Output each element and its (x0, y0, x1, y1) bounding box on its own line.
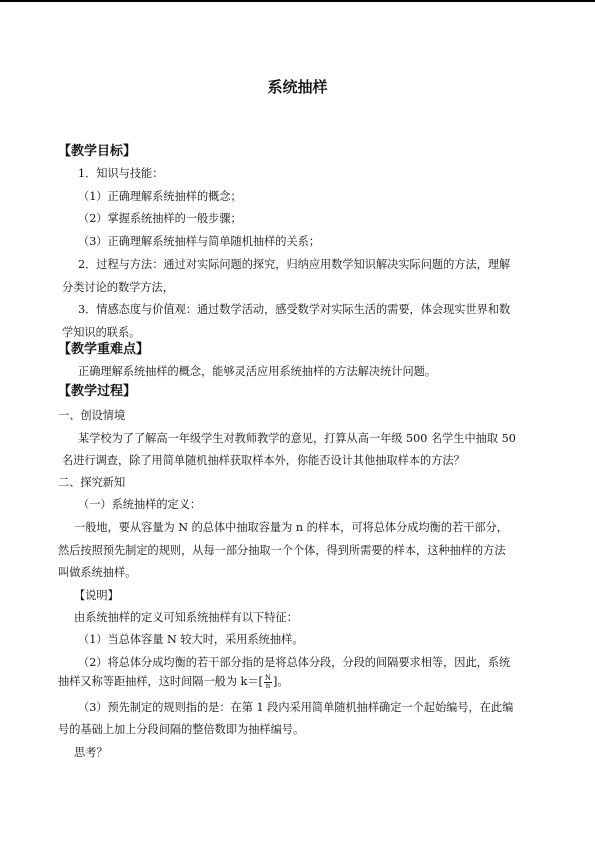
section-process-heading: 【教学过程】 (58, 384, 137, 399)
process-1-line2: 名进行调查，除了用简单随机抽样获取样本外，你能否设计其他抽取样本的方法？ (62, 454, 465, 467)
note-heading: 【说明】 (74, 589, 119, 602)
note-2-line2-end: ]。 (273, 675, 289, 688)
definition-line2: 然后按照预先制定的规则，从每一部分抽取一个个体，得到所需要的样本，这种抽样的方法 (58, 544, 506, 557)
fraction-n-over-n (264, 675, 272, 690)
goal-2-line1: 2．过程与方法：通过对实际问题的探究，归纳应用数学知识解决实际问题的方法，理解 (78, 258, 511, 271)
definition-line3: 叫做系统抽样。 (58, 566, 137, 579)
goal-3-line1: 3．情感态度与价值观：通过数学活动，感受数学对实际生活的需要，体会现实世界和数 (78, 303, 511, 316)
goal-1c: （3）正确理解系统抽样与简单随机抽样的关系； (78, 235, 321, 248)
goal-3-line2: 学知识的联系。 (62, 326, 141, 339)
goal-1: 1．知识与技能： (78, 167, 164, 180)
note-intro: 由系统抽样的定义可知系统抽样有以下特征： (74, 611, 298, 624)
note-3-line1: （3）预先制定的规则指的是：在第 1 段内采用简单随机抽样确定一个起始编号，在此编 (78, 701, 514, 714)
fraction-numerator: N (264, 673, 272, 682)
process-2-heading: 二、探究新知 (58, 476, 126, 489)
goal-2-line2: 分类讨论的数学方法， (62, 281, 174, 294)
process-1-line1: 某学校为了了解高一年级学生对教师教学的意见，打算从高一年级 500 名学生中抽取 50 (78, 432, 516, 445)
think-prompt: 思考？ (74, 746, 108, 759)
section-goals-heading: 【教学目标】 (58, 144, 137, 159)
goal-1a: （1）正确理解系统抽样的概念； (78, 190, 242, 203)
note-2-line2-start: 抽样又称等距抽样，这时间隔一般为 k＝[ (58, 675, 263, 688)
definition-line1: 一般地，要从容量为 N 的总体中抽取容量为 n 的样本，可将总体分成均衡的若干部分， (74, 521, 508, 534)
note-2-line1: （2）将总体分成均衡的若干部分指的是将总体分段，分段的间隔要求相等，因此，系统 (78, 656, 511, 669)
process-1-heading: 一、创设情境 (58, 409, 126, 422)
key-points-text: 正确理解系统抽样的概念，能够灵活应用系统抽样的方法解决统计问题。 (78, 365, 437, 378)
note-1: （1）当总体容量 N 较大时，采用系统抽样。 (78, 633, 304, 646)
note-2-line2 (58, 674, 289, 690)
goal-1b: （2）掌握系统抽样的一般步骤； (78, 212, 242, 225)
fraction-denominator: n (265, 681, 271, 690)
section-keypoints-heading: 【教学重难点】 (58, 342, 150, 357)
process-2-subheading: （一）系统抽样的定义： (78, 498, 202, 511)
page-title: 系统抽样 (267, 78, 328, 96)
note-3-line2: 号的基础上加上分段间隔的整倍数即为抽样编号。 (58, 723, 305, 736)
top-rule (0, 0, 595, 2)
